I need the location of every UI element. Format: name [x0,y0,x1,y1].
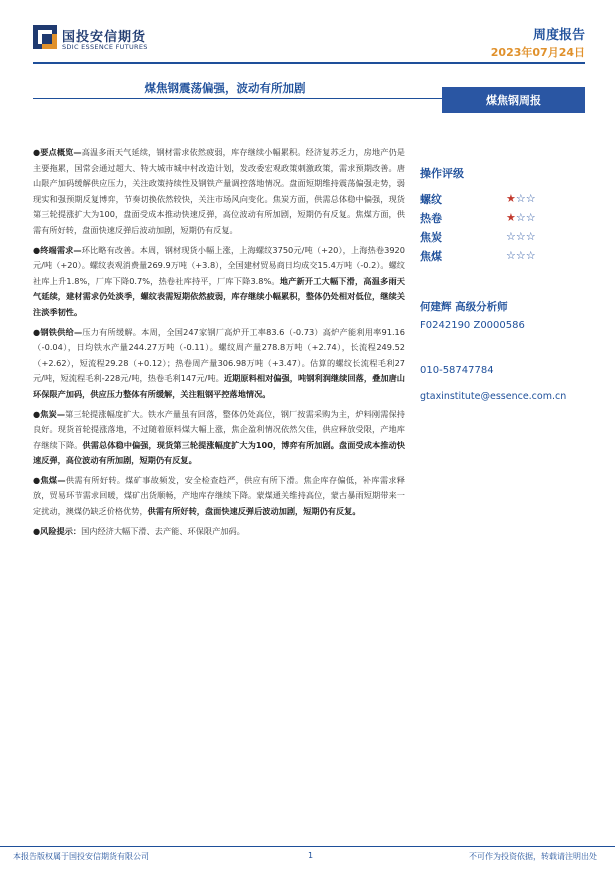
star-empty-icon: ☆ [525,192,536,205]
rating-row [420,227,610,246]
section-title: 要点概览— [40,147,82,157]
series-tag: 煤焦钢周报 [442,87,585,113]
star-empty-icon: ☆ [525,249,536,262]
company-name-en: SDIC ESSENCE FUTURES [62,43,148,51]
section-supply: ●钢铁供给—压力有所缓解。本周，全国247家钢厂高炉开工率83.6（-0.73）高炉产能利用率91.16（-0.04），日均铁水产量244.27万吨（-0.11）。螺纹周产量278.8万吨（+2.74），长流程249.52（+2.62），短流程29.28（+0.12）；热卷周产量306.98万吨（+3.47）。估算的螺纹长流程毛利27元/吨，短流程毛利-228元/吨，热卷毛利147元/吨。近期原料相对偏强，吨钢利润继续回落，叠加唐山环保限产加码，供应压力整体有所缓解，关注粗钢平控落地情况。 [33,326,405,399]
analyst-email: gtaxinstitute@essence.com.cn [420,391,567,402]
section-text: 国内经济大幅下滑、去产能、环保限产加码。 [81,525,245,536]
rating-stars-icon [506,211,536,224]
rating-title: 操作评级 [420,167,464,180]
company-name-cn: 国投安信期货 [62,30,147,45]
star-empty-icon: ☆ [506,230,516,243]
footer-divider [0,846,615,847]
report-type: 周度报告 [532,28,585,43]
section-risk: ●风险提示：国内经济大幅下滑、去产能、环保限产加码。 [33,525,245,536]
star-filled-icon: ★ [506,192,516,205]
rating-list [420,189,610,265]
section-highlight: 地产新开工大幅下滑，高温多雨天气延续，建材需求仍处淡季，螺纹表需短期依然疲弱，库存继续小幅累积，整体仍处相对低位，继续关注淡季韧性。 [33,275,405,317]
rating-row [420,208,610,227]
page-number: 1 [308,851,314,860]
company-logo-icon [33,25,57,49]
rating-row [420,246,610,265]
report-body [33,145,405,543]
rating-stars-icon [506,192,536,205]
star-empty-icon: ☆ [525,211,536,224]
rating-name: 焦煤 [420,249,442,263]
analyst-license: F0242190 Z0000586 [420,320,525,331]
section-text: 高温多雨天气延续，钢材需求依然疲弱，库存继续小幅累积。经济复苏乏力，房地产仍是主要拖累，国常会通过超大、特大城市城中村改造计划，发改委宏观政策刺激政策，需求预期改善。唐山限产加码缓解供应压力，关注政策持续性及钢铁产量调控落地情况。盘面短期维持震荡偏强走势，弱现实和强预期反复博弈，节奏切换依然较快，关注市场风向变化。焦炭方面，供需总体稳中偏强，现货第三轮提涨扩大为100，盘面受成本推动快速反弹，高位波动有所加剧，短期仍有反复。焦煤方面，供需有所好转，盘面快速反弹后波动加剧，短期仍有反复。 [33,147,405,235]
star-empty-icon: ☆ [525,230,536,243]
headline-divider [33,98,443,99]
sidebar [420,165,610,402]
rating-name: 焦炭 [420,230,442,244]
report-headline: 煤焦钢震荡偏强，波动有所加剧 [144,81,306,95]
footer-copyright: 本报告版权属于国投安信期货有限公司 [13,852,149,861]
section-demand: ●终端需求—环比略有改善。本周，钢材现货小幅上涨，上海螺纹3750元/吨（+20），上海热卷3920元/吨（+20）。螺纹表观消费量269.9万吨（+3.8），全国建材贸易商日均成交15.4万吨（-0.2）。螺纹社库上升1.8%，厂库下降0.7%，热卷社库持平，厂库下降3.8%。地产新开工大幅下滑，高温多雨天气延续，建材需求仍处淡季，螺纹表需短期依然疲弱，库存继续小幅累积，整体仍处相对低位，继续关注淡季韧性。 [33,244,405,317]
rating-name: 螺纹 [420,192,442,206]
star-empty-icon: ☆ [515,249,526,262]
section-overview: ●要点概览—高温多雨天气延续，钢材需求依然疲弱，库存继续小幅累积。经济复苏乏力，房地产仍是主要拖累，国常会通过超大、特大城市城中村改造计划，发改委宏观政策刺激政策，需求预期改善。唐山限产加码缓解供应压力，关注政策持续性及钢铁产量调控落地情况。盘面短期维持震荡偏强走势，弱现实和强预期反复博弈，节奏切换依然较快，关注市场风向变化。焦炭方面，供需总体稳中偏强，现货第三轮提涨扩大为100，盘面受成本推动快速反弹，高位波动有所加剧，短期仍有反复。焦煤方面，供需有所好转，盘面快速反弹后波动加剧，短期仍有反复。 [33,147,405,235]
section-text: 环比略有改善。本周，钢材现货小幅上涨，上海螺纹3750元/吨（+20），上海热卷3920元/吨（+20）。螺纹表观消费量269.9万吨（+3.8），全国建材贸易商日均成交15.4万吨（-0.2）。螺纹社库上升1.8%，厂库下降0.7%，热卷社库持平，厂库下降3.8%。 [33,244,405,286]
star-empty-icon: ☆ [515,230,526,243]
rating-name: 热卷 [420,211,442,225]
rating-stars-icon [506,230,536,243]
section-title: 钢铁供给— [40,326,83,337]
rating-row [420,189,610,208]
section-title: 风险提示： [40,525,82,536]
section-title: 终端需求— [40,244,82,255]
analyst-phone: 010-58747784 [420,365,494,376]
star-empty-icon: ☆ [515,211,526,224]
star-filled-icon: ★ [506,211,516,224]
section-highlight: 近期原料相对偏强，吨钢利润继续回落，叠加唐山环保限产加码，供应压力整体有所缓解，关注粗钢平控落地情况。 [33,373,405,399]
section-coke: ●焦炭—第三轮提涨幅度扩大。铁水产量虽有回落，整体仍处高位，钢厂按需采购为主，炉料刚需保持良好。现货首轮提涨落地，不过随着原料煤大幅上涨，焦企盈利情况依然欠佳，供应释放受限，产地库存继续下降。供需总体稳中偏强，现货第三轮提涨幅度扩大为100，博弈有所加剧。盘面受成本推动快速反弹，高位波动有所加剧，短期仍有反复。 [33,408,405,466]
section-text: 压力有所缓解。本周，全国247家钢厂高炉开工率83.6（-0.73）高炉产能利用率91.16（-0.04），日均铁水产量244.27万吨（-0.11）。螺纹周产量278.8万吨（+2.74），长流程249.52（+2.62），短流程29.28（+0.12）；热卷周产量306.98万吨（+3.47）。估算的螺纹长流程毛利27元/吨，短流程毛利-228元/吨，热卷毛利147元/吨。 [33,326,405,384]
section-text: 供需有所好转。煤矿事故频发，安全检查趋严，供应有所下滑。焦企库存偏低，补库需求释放，贸易环节需求回暖，煤矿出货顺畅，产地库存继续下降。蒙煤通关维持高位，蒙古暴雨短期带来一定扰动，澳煤仍缺乏价格优势， [33,474,405,517]
section-coking-coal: ●焦煤—供需有所好转。煤矿事故频发，安全检查趋严，供应有所下滑。焦企库存偏低，补库需求释放，贸易环节需求回暖，煤矿出货顺畅，产地库存继续下降。蒙煤通关维持高位，蒙古暴雨短期带来一定扰动，澳煤仍缺乏价格优势，供需有所好转，盘面快速反弹后波动加剧，短期仍有反复。 [33,474,405,517]
section-highlight: 供需总体稳中偏强，现货第三轮提涨幅度扩大为100，博弈有所加剧。盘面受成本推动快速反弹，高位波动有所加剧，短期仍有反复。 [33,439,405,466]
footer-disclaimer: 不可作为投资依据，转载请注明出处 [469,852,597,861]
section-text: 第三轮提涨幅度扩大。铁水产量虽有回落，整体仍处高位，钢厂按需采购为主，炉料刚需保持良好。现货首轮提涨落地，不过随着原料煤大幅上涨，焦企盈利情况依然欠佳，供应释放受限，产地库存继续下降。 [33,408,405,450]
header-divider [33,62,585,64]
analyst-name: 何建辉 高级分析师 [420,301,508,313]
section-title: 焦煤— [40,474,66,485]
report-date: 2023年07月24日 [490,46,585,59]
rating-stars-icon [506,249,536,262]
star-empty-icon: ☆ [506,249,516,262]
section-highlight: 供需有所好转，盘面快速反弹后波动加剧，短期仍有反复。 [147,506,361,517]
section-title: 焦炭— [40,408,66,419]
star-empty-icon: ☆ [515,192,526,205]
